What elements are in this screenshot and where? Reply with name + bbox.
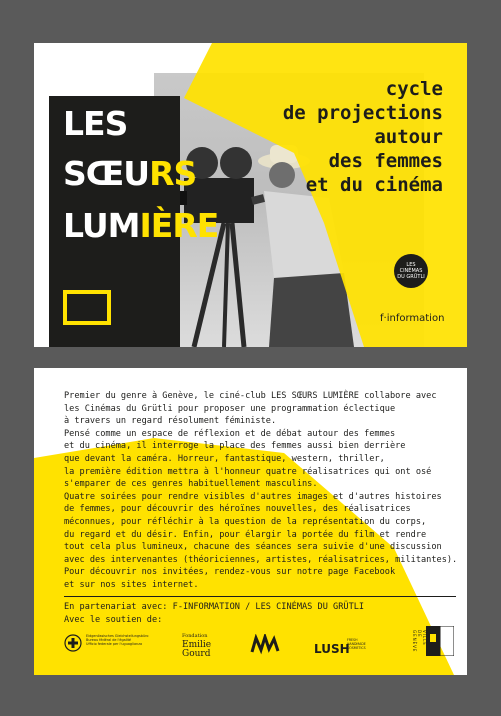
headline-line: de projections [282,102,443,124]
support-line: Avec le soutien de: [64,614,163,625]
fondation-emilie-gourd-logo: Fondation Emilie Gourd [182,633,212,659]
title-block [49,96,219,347]
cinemas-du-grutli-logo: LES CINÉMAS DU GRÜTLI [394,254,428,288]
frame-logo-icon [63,290,111,325]
f-information-logo: f·information [380,313,445,324]
text-line: à travers un regard résolument féministe. [64,416,277,427]
text-line: méconnues, pour réfléchir à la question de la représentation du corps, [64,516,427,527]
text-line: tout cela plus lumineux, chacune des séances sera suivie d'une discussion [64,542,442,553]
text-line: et du cinéma, il interroge la place des femmes aussi bien derrière [64,441,406,452]
text-line: avec des intervenantes (théoriciennes, artistes, réalisatrices, militantes). [64,554,458,565]
headline-line: autour [374,126,443,148]
graffiti-logo [250,634,280,660]
text-line: Premier du genre à Genève, le ciné-club LES SŒURS LUMIÈRE collabore avec [64,391,437,401]
text-line: que devant la caméra. Horreur, fantastique, western, thriller, [64,453,385,464]
text-line: Pour découvrir nos invitées, rendez-vous sur notre page Facebook [64,567,396,578]
headline-line: cycle [385,78,443,100]
headline-line: et du cinéma [305,174,443,196]
text-line: les Cinémas du Grütli pour proposer une programmation éclectique [64,403,396,414]
headline [283,77,443,197]
sponsor-logos: Eidgenössisches Gleichstellungsbüro Bureau fédéral de l'égalité Ufficio federale per l'uguaglianza Fondation Emilie Gourd LUSH FRESH HANDMADE COSMETICS VILLE DE GENÈVE [64,632,459,664]
title-line-2: SŒURS [63,154,197,193]
front-card [34,43,467,347]
text-line: du regard et du désir. Enfin, pour élargir la portée du film et rendre [64,529,427,540]
title-line-3: LUMIÈRE [63,206,219,245]
partner-line: En partenariat avec: F-INFORMATION / LES CINÉMAS DU GRÜTLI [64,602,365,612]
geneva-crest-icon [426,626,454,656]
lush-logo: LUSH FRESH HANDMADE COSMETICS [314,638,366,656]
swiss-cross-icon [64,634,82,652]
text-line: s'emparer de ces genres habituellement masculins. [64,479,318,490]
divider [64,596,456,597]
headline-line: des femmes [328,150,443,172]
back-card [34,368,467,675]
text-line: Quatre soirées pour rendre visibles d'autres images et d'autres histoires [64,491,442,502]
text-line: la première édition mettra à l'honneur quatre réalisatrices qui ont osé [64,466,432,477]
text-line: Pensé comme un espace de réflexion et de débat autour des femmes [64,428,396,439]
body-text [64,390,458,592]
partner-block [64,601,459,626]
text-line: de femmes, pour découvrir des héroïnes nouvelles, des réalisatrices [64,504,411,515]
graffiti-tag-icon [250,634,280,656]
text-line: et sur nos sites internet. [64,579,199,590]
title-line-1: LES [63,104,128,143]
